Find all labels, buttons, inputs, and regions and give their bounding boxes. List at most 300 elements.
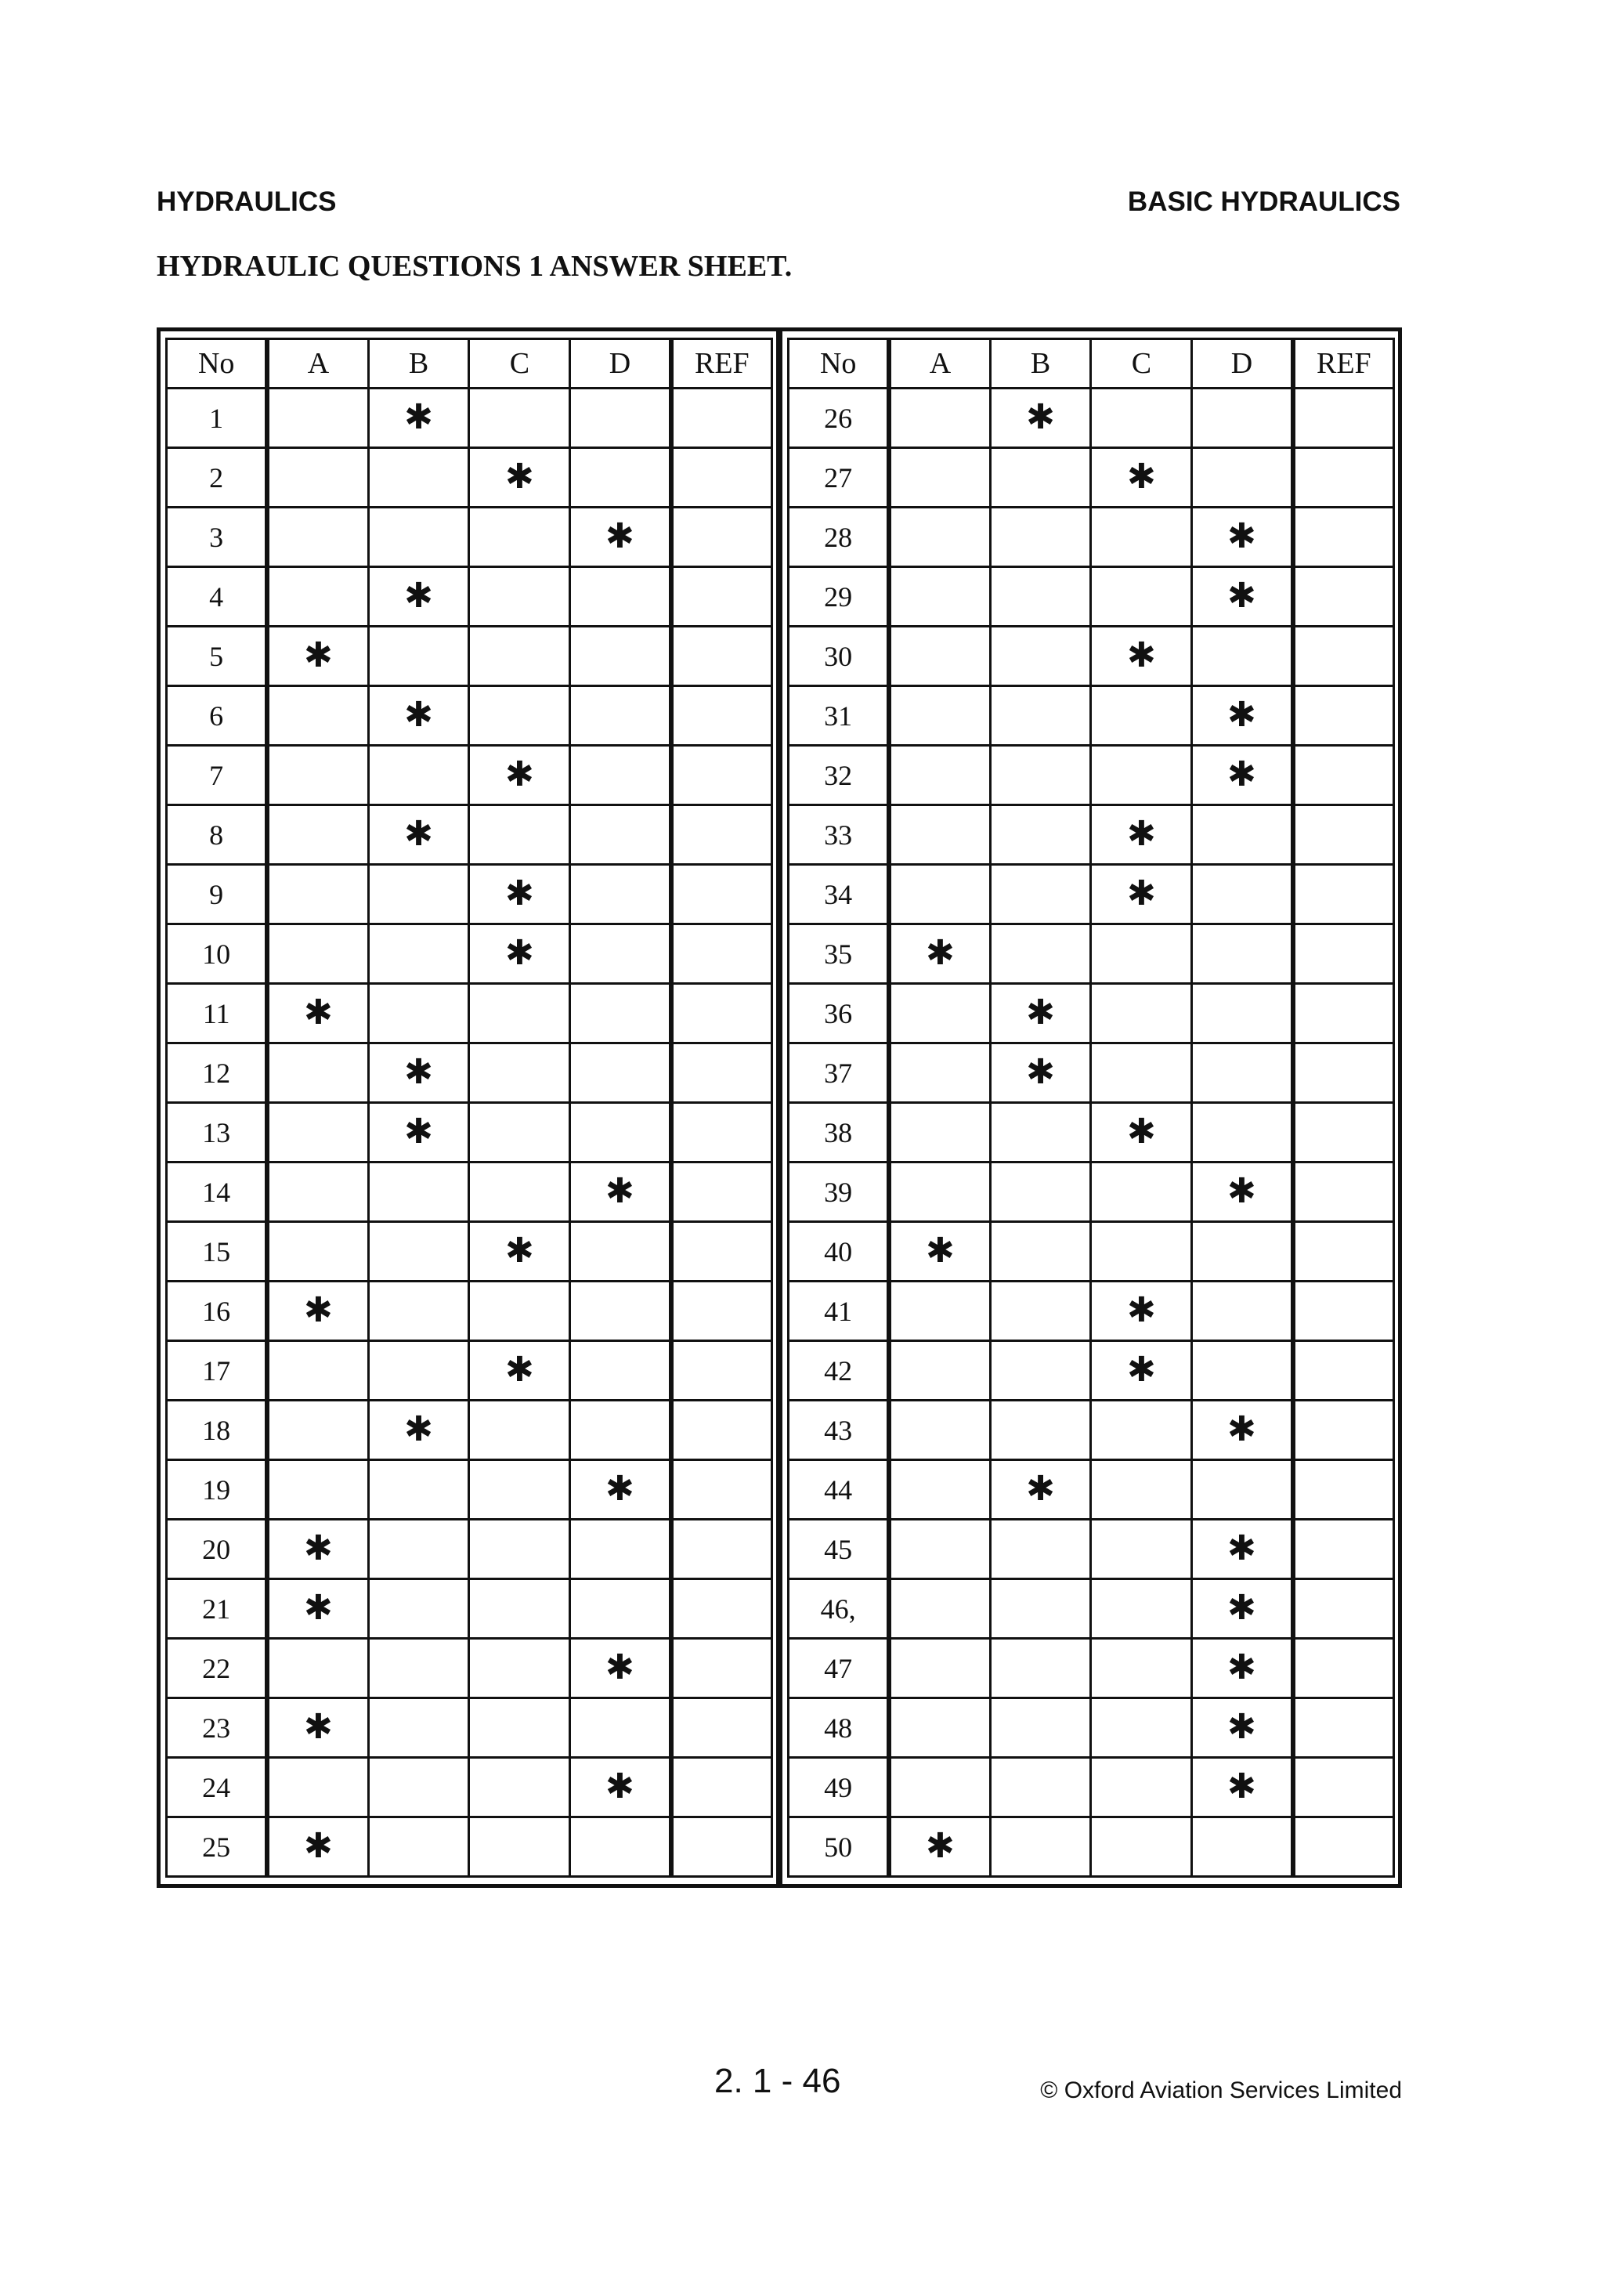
answer-cell-a — [267, 924, 368, 984]
column-header-no: No — [167, 339, 268, 389]
table-row — [789, 448, 1394, 508]
answer-cell-a — [267, 1282, 368, 1341]
table-row — [789, 1639, 1394, 1698]
question-number: 49 — [789, 1758, 890, 1817]
ref-cell — [671, 1698, 772, 1758]
ref-cell — [671, 686, 772, 746]
answer-mark-icon: ✱ — [605, 516, 634, 556]
answer-cell-a — [267, 1579, 368, 1639]
answer-cell-b — [990, 448, 1091, 508]
answer-cell-d — [570, 924, 671, 984]
answer-mark-icon: ✱ — [1227, 1766, 1256, 1806]
answer-cell-b — [368, 686, 469, 746]
answer-mark-icon: ✱ — [1026, 397, 1055, 437]
answer-cell-a — [267, 1341, 368, 1401]
question-number: 38 — [789, 1103, 890, 1162]
table-row — [789, 984, 1394, 1043]
answer-cell-a — [889, 1698, 990, 1758]
answer-cell-c — [1091, 1162, 1192, 1222]
answer-cell-a — [889, 1520, 990, 1579]
table-row — [789, 686, 1394, 746]
ref-cell — [671, 984, 772, 1043]
answer-cell-a — [889, 1817, 990, 1877]
answer-cell-c — [1091, 508, 1192, 567]
ref-cell — [1293, 984, 1394, 1043]
table-row — [789, 746, 1394, 805]
answer-cell-b — [368, 1401, 469, 1460]
table-row — [167, 746, 772, 805]
answer-table-right-half — [787, 338, 1395, 1878]
answer-cell-a — [267, 1162, 368, 1222]
answer-cell-a — [267, 1043, 368, 1103]
answer-cell-b — [990, 1460, 1091, 1520]
answer-cell-d — [1192, 1817, 1293, 1877]
table-row — [789, 1282, 1394, 1341]
answer-cell-b — [990, 1698, 1091, 1758]
answer-cell-c — [1091, 1758, 1192, 1817]
answer-cell-a — [889, 984, 990, 1043]
column-header-a: A — [267, 339, 368, 389]
ref-cell — [671, 1520, 772, 1579]
table-row — [167, 1698, 772, 1758]
answer-cell-b — [368, 1520, 469, 1579]
ref-cell — [671, 746, 772, 805]
ref-cell — [1293, 1758, 1394, 1817]
answer-cell-a — [267, 448, 368, 508]
column-header-ref: REF — [671, 339, 772, 389]
table-row — [167, 567, 772, 627]
answer-cell-c — [1091, 1282, 1192, 1341]
answer-mark-icon: ✱ — [1026, 1052, 1055, 1092]
answer-mark-icon: ✱ — [605, 1647, 634, 1687]
answer-cell-a — [267, 508, 368, 567]
table-row — [789, 865, 1394, 924]
answer-cell-a — [267, 1698, 368, 1758]
answer-cell-a — [267, 746, 368, 805]
answer-cell-c — [1091, 805, 1192, 865]
ref-cell — [671, 1579, 772, 1639]
answer-cell-c — [1091, 746, 1192, 805]
answer-mark-icon: ✱ — [605, 1171, 634, 1211]
ref-cell — [671, 1639, 772, 1698]
column-header-b: B — [990, 339, 1091, 389]
answer-cell-d — [570, 1817, 671, 1877]
answer-cell-a — [889, 686, 990, 746]
question-number: 7 — [167, 746, 268, 805]
answer-cell-d — [1192, 1103, 1293, 1162]
answer-cell-b — [990, 1043, 1091, 1103]
subsection-header: BASIC HYDRAULICS — [1127, 186, 1400, 217]
ref-cell — [671, 508, 772, 567]
answer-cell-c — [469, 984, 570, 1043]
answer-mark-icon: ✱ — [1227, 1647, 1256, 1687]
table-row — [789, 1460, 1394, 1520]
answer-cell-d — [1192, 389, 1293, 448]
question-number: 5 — [167, 627, 268, 686]
answer-cell-a — [267, 686, 368, 746]
table-row — [167, 1639, 772, 1698]
answer-cell-b — [990, 508, 1091, 567]
question-number: 46, — [789, 1579, 890, 1639]
answer-cell-c — [469, 627, 570, 686]
answer-cell-d — [1192, 924, 1293, 984]
table-row — [789, 1698, 1394, 1758]
answer-cell-a — [889, 924, 990, 984]
ref-cell — [1293, 1460, 1394, 1520]
question-number: 15 — [167, 1222, 268, 1282]
page-number: 2. 1 - 46 — [714, 2062, 841, 2100]
ref-cell — [1293, 389, 1394, 448]
answer-mark-icon: ✱ — [1227, 1588, 1256, 1628]
answer-table-right — [787, 338, 1395, 1878]
answer-cell-c — [469, 1043, 570, 1103]
ref-cell — [671, 448, 772, 508]
table-row — [167, 508, 772, 567]
column-header-b: B — [368, 339, 469, 389]
answer-cell-c — [469, 1162, 570, 1222]
answer-cell-c — [469, 746, 570, 805]
answer-cell-d — [570, 448, 671, 508]
answer-cell-a — [889, 1579, 990, 1639]
ref-cell — [1293, 567, 1394, 627]
answer-mark-icon: ✱ — [304, 1588, 333, 1628]
table-row — [789, 1162, 1394, 1222]
table-row — [167, 1579, 772, 1639]
table-row — [789, 1579, 1394, 1639]
answer-cell-d — [1192, 1460, 1293, 1520]
answer-cell-d — [1192, 627, 1293, 686]
ref-cell — [671, 1222, 772, 1282]
question-number: 31 — [789, 686, 890, 746]
ref-cell — [671, 865, 772, 924]
answer-mark-icon: ✱ — [1126, 1290, 1156, 1330]
column-header-c: C — [469, 339, 570, 389]
question-number: 30 — [789, 627, 890, 686]
ref-cell — [1293, 686, 1394, 746]
ref-cell — [1293, 805, 1394, 865]
answer-mark-icon: ✱ — [404, 1112, 433, 1152]
ref-cell — [671, 1460, 772, 1520]
answer-cell-d — [570, 984, 671, 1043]
answer-mark-icon: ✱ — [605, 1469, 634, 1509]
answer-cell-b — [368, 1222, 469, 1282]
ref-cell — [1293, 1282, 1394, 1341]
answer-cell-d — [1192, 865, 1293, 924]
answer-cell-a — [889, 1460, 990, 1520]
answer-mark-icon: ✱ — [504, 457, 534, 497]
answer-cell-c — [469, 1758, 570, 1817]
question-number: 28 — [789, 508, 890, 567]
answer-cell-d — [1192, 1401, 1293, 1460]
answer-cell-b — [368, 567, 469, 627]
answer-mark-icon: ✱ — [304, 635, 333, 675]
table-row — [167, 686, 772, 746]
answer-cell-a — [267, 984, 368, 1043]
answer-cell-c — [1091, 1579, 1192, 1639]
answer-cell-d — [570, 1162, 671, 1222]
question-number: 36 — [789, 984, 890, 1043]
table-row — [789, 389, 1394, 448]
table-row — [167, 1520, 772, 1579]
answer-cell-b — [368, 865, 469, 924]
answer-cell-d — [570, 686, 671, 746]
answer-mark-icon: ✱ — [1026, 1469, 1055, 1509]
answer-cell-d — [570, 1341, 671, 1401]
table-row — [167, 1162, 772, 1222]
answer-cell-a — [267, 567, 368, 627]
answer-cell-d — [1192, 1162, 1293, 1222]
question-number: 18 — [167, 1401, 268, 1460]
question-number: 37 — [789, 1043, 890, 1103]
answer-cell-c — [1091, 567, 1192, 627]
answer-cell-a — [889, 1282, 990, 1341]
answer-cell-a — [267, 389, 368, 448]
question-number: 34 — [789, 865, 890, 924]
table-divider — [776, 331, 782, 1884]
answer-cell-d — [1192, 1698, 1293, 1758]
column-header-d: D — [1192, 339, 1293, 389]
answer-mark-icon: ✱ — [1126, 1112, 1156, 1152]
answer-cell-d — [570, 1639, 671, 1698]
answer-cell-d — [1192, 448, 1293, 508]
answer-cell-d — [570, 1520, 671, 1579]
question-number: 13 — [167, 1103, 268, 1162]
answer-mark-icon: ✱ — [404, 814, 433, 854]
answer-cell-b — [990, 1758, 1091, 1817]
answer-mark-icon: ✱ — [1026, 993, 1055, 1032]
answer-cell-c — [1091, 1043, 1192, 1103]
answer-cell-b — [990, 865, 1091, 924]
answer-cell-b — [368, 627, 469, 686]
question-number: 45 — [789, 1520, 890, 1579]
answer-cell-d — [1192, 1579, 1293, 1639]
answer-cell-b — [990, 389, 1091, 448]
answer-cell-a — [889, 448, 990, 508]
answer-cell-a — [267, 1103, 368, 1162]
answer-cell-a — [889, 1043, 990, 1103]
answer-mark-icon: ✱ — [926, 1231, 955, 1271]
answer-cell-a — [267, 865, 368, 924]
question-number: 24 — [167, 1758, 268, 1817]
answer-mark-icon: ✱ — [304, 1707, 333, 1747]
ref-cell — [671, 805, 772, 865]
answer-cell-c — [469, 1579, 570, 1639]
answer-cell-b — [990, 686, 1091, 746]
answer-mark-icon: ✱ — [605, 1766, 634, 1806]
answer-cell-a — [889, 1103, 990, 1162]
question-number: 2 — [167, 448, 268, 508]
ref-cell — [671, 627, 772, 686]
answer-cell-d — [1192, 508, 1293, 567]
answer-cell-b — [368, 984, 469, 1043]
answer-cell-c — [1091, 984, 1192, 1043]
question-number: 17 — [167, 1341, 268, 1401]
column-header-c: C — [1091, 339, 1192, 389]
answer-cell-b — [368, 508, 469, 567]
answer-cell-d — [570, 746, 671, 805]
question-number: 35 — [789, 924, 890, 984]
answer-mark-icon: ✱ — [1126, 814, 1156, 854]
ref-cell — [1293, 1401, 1394, 1460]
answer-cell-d — [570, 865, 671, 924]
question-number: 3 — [167, 508, 268, 567]
answer-cell-c — [469, 1103, 570, 1162]
question-number: 26 — [789, 389, 890, 448]
question-number: 8 — [167, 805, 268, 865]
answer-cell-a — [889, 567, 990, 627]
table-row — [167, 448, 772, 508]
answer-cell-a — [267, 1401, 368, 1460]
ref-cell — [671, 1758, 772, 1817]
ref-cell — [1293, 1817, 1394, 1877]
answer-mark-icon: ✱ — [404, 1052, 433, 1092]
answer-cell-a — [889, 389, 990, 448]
answer-cell-b — [368, 1758, 469, 1817]
ref-cell — [1293, 627, 1394, 686]
question-number: 4 — [167, 567, 268, 627]
answer-cell-d — [570, 1043, 671, 1103]
answer-cell-b — [368, 1817, 469, 1877]
question-number: 47 — [789, 1639, 890, 1698]
answer-cell-a — [889, 805, 990, 865]
answer-mark-icon: ✱ — [926, 1826, 955, 1866]
answer-cell-d — [1192, 805, 1293, 865]
table-row — [167, 1103, 772, 1162]
question-number: 50 — [789, 1817, 890, 1877]
column-header-a: A — [889, 339, 990, 389]
answer-cell-c — [1091, 1817, 1192, 1877]
ref-cell — [671, 1401, 772, 1460]
question-number: 39 — [789, 1162, 890, 1222]
answer-cell-d — [1192, 1758, 1293, 1817]
question-number: 44 — [789, 1460, 890, 1520]
answer-cell-c — [469, 448, 570, 508]
table-row — [167, 1282, 772, 1341]
table-row — [167, 865, 772, 924]
answer-cell-b — [368, 1341, 469, 1401]
ref-cell — [671, 1282, 772, 1341]
question-number: 40 — [789, 1222, 890, 1282]
answer-cell-b — [990, 984, 1091, 1043]
answer-cell-a — [267, 1222, 368, 1282]
answer-cell-c — [469, 1520, 570, 1579]
table-row — [789, 1043, 1394, 1103]
table-row — [167, 627, 772, 686]
table-row — [789, 1103, 1394, 1162]
answer-cell-b — [368, 746, 469, 805]
answer-cell-d — [570, 1103, 671, 1162]
answer-mark-icon: ✱ — [1227, 1171, 1256, 1211]
answer-cell-c — [469, 1222, 570, 1282]
answer-cell-c — [469, 1341, 570, 1401]
answer-cell-d — [570, 627, 671, 686]
answer-cell-b — [368, 924, 469, 984]
ref-cell — [1293, 1520, 1394, 1579]
answer-cell-d — [570, 1282, 671, 1341]
answer-cell-d — [1192, 1282, 1293, 1341]
ref-cell — [1293, 1222, 1394, 1282]
answer-cell-b — [368, 448, 469, 508]
ref-cell — [1293, 924, 1394, 984]
answer-cell-d — [1192, 1222, 1293, 1282]
answer-cell-d — [570, 1460, 671, 1520]
question-number: 16 — [167, 1282, 268, 1341]
answer-mark-icon: ✱ — [404, 1409, 433, 1449]
ref-cell — [1293, 1103, 1394, 1162]
answer-cell-d — [570, 1222, 671, 1282]
answer-cell-c — [1091, 1698, 1192, 1758]
answer-cell-c — [469, 1698, 570, 1758]
question-number: 25 — [167, 1817, 268, 1877]
answer-cell-c — [469, 1639, 570, 1698]
answer-cell-b — [368, 1579, 469, 1639]
answer-mark-icon: ✱ — [1227, 1528, 1256, 1568]
answer-cell-c — [1091, 448, 1192, 508]
answer-cell-b — [990, 1579, 1091, 1639]
table-row — [789, 1817, 1394, 1877]
answer-cell-d — [1192, 1341, 1293, 1401]
question-number: 19 — [167, 1460, 268, 1520]
answer-mark-icon: ✱ — [1126, 635, 1156, 675]
table-row — [789, 1401, 1394, 1460]
answer-cell-a — [889, 1341, 990, 1401]
ref-cell — [1293, 1579, 1394, 1639]
answer-cell-a — [889, 1758, 990, 1817]
question-number: 12 — [167, 1043, 268, 1103]
answer-cell-c — [469, 567, 570, 627]
answer-cell-b — [368, 1162, 469, 1222]
answer-cell-a — [889, 746, 990, 805]
table-row — [789, 627, 1394, 686]
answer-cell-b — [990, 1103, 1091, 1162]
ref-cell — [671, 389, 772, 448]
answer-cell-a — [267, 1520, 368, 1579]
answer-cell-b — [368, 1282, 469, 1341]
table-row — [167, 924, 772, 984]
answer-cell-b — [990, 746, 1091, 805]
section-header: HYDRAULICS — [157, 186, 337, 217]
answer-cell-c — [1091, 627, 1192, 686]
answer-cell-b — [990, 805, 1091, 865]
table-row — [167, 389, 772, 448]
question-number: 48 — [789, 1698, 890, 1758]
table-row — [789, 1758, 1394, 1817]
ref-cell — [1293, 1043, 1394, 1103]
answer-cell-c — [469, 1282, 570, 1341]
ref-cell — [671, 1162, 772, 1222]
question-number: 33 — [789, 805, 890, 865]
answer-cell-c — [1091, 686, 1192, 746]
question-number: 41 — [789, 1282, 890, 1341]
ref-cell — [671, 924, 772, 984]
answer-cell-d — [1192, 1639, 1293, 1698]
column-header-no: No — [789, 339, 890, 389]
table-header-row — [789, 339, 1394, 389]
question-number: 22 — [167, 1639, 268, 1698]
answer-mark-icon: ✱ — [1227, 516, 1256, 556]
answer-mark-icon: ✱ — [1126, 457, 1156, 497]
table-row — [167, 1043, 772, 1103]
answer-cell-c — [1091, 389, 1192, 448]
answer-cell-b — [368, 1043, 469, 1103]
answer-cell-b — [368, 805, 469, 865]
answer-cell-c — [1091, 865, 1192, 924]
answer-cell-a — [889, 1162, 990, 1222]
answer-cell-b — [368, 1460, 469, 1520]
answer-mark-icon: ✱ — [304, 1290, 333, 1330]
answer-mark-icon: ✱ — [1227, 1707, 1256, 1747]
table-row — [789, 924, 1394, 984]
